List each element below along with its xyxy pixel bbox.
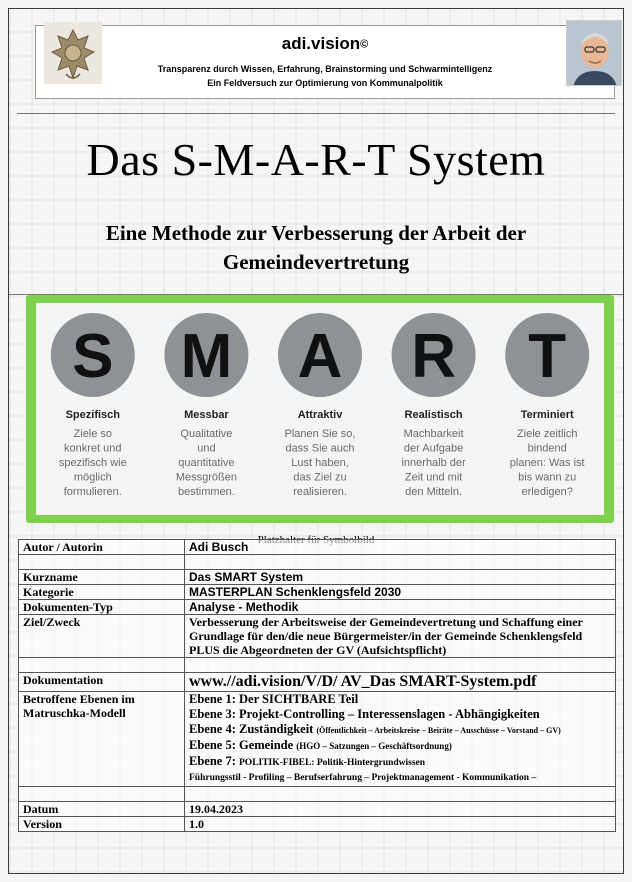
ebene-7-line2: Führungsstil - Profiling – Berufserfahrung – Projektmanagement - Kommunikation – xyxy=(189,773,537,783)
autor-label: Autor / Autorin xyxy=(19,540,185,555)
smart-description-line: und xyxy=(197,442,216,455)
smart-item-m xyxy=(164,313,248,498)
smart-description-line: Qualitative xyxy=(180,428,233,440)
smart-heading: Realistisch xyxy=(404,409,463,421)
kategorie-label: Kategorie xyxy=(19,585,185,600)
table-row xyxy=(19,802,616,817)
empty-cell xyxy=(185,787,616,802)
header-box xyxy=(35,25,615,99)
datum-label: Datum xyxy=(19,802,185,817)
smart-description-line: bestimmen. xyxy=(177,486,235,498)
smart-description-line: Zeit und mit xyxy=(404,471,463,484)
table-row xyxy=(19,585,616,600)
smart-letter: R xyxy=(411,322,456,391)
smart-graphic xyxy=(36,303,604,515)
ebenen-label: Betroffene Ebenen im Matruschka-Modell xyxy=(19,692,185,787)
zweck-value: Verbesserung der Arbeitsweise der Gemeindevertretung und Schaffung einer Grundlage für den/die neue Bürgermeister/in der Gemeinde Schenklengsfeld PLUS die Abgeordneten der GV (Aufsichtspflicht) xyxy=(185,615,616,658)
smart-description-line: Messgrößen xyxy=(175,471,237,484)
header-tagline: Transparenz durch Wissen, Erfahrung, Brainstorming und Schwarmintelligenz xyxy=(157,64,493,74)
smart-heading: Attraktiv xyxy=(297,409,343,421)
zweck-label: Ziel/Zweck xyxy=(19,615,185,658)
smart-description-line: dass Sie auch xyxy=(285,442,355,455)
table-row xyxy=(19,817,616,832)
smart-heading: Messbar xyxy=(184,409,229,421)
empty-cell xyxy=(185,555,616,570)
empty-cell xyxy=(19,658,185,673)
table-row xyxy=(19,600,616,615)
smart-description-line: innerhalb der xyxy=(401,457,466,469)
smart-description-line: das Ziel zu xyxy=(293,471,347,484)
document-metadata-table xyxy=(18,539,616,832)
smart-item-t xyxy=(505,313,589,498)
smart-letter: T xyxy=(528,322,567,391)
empty-cell xyxy=(185,658,616,673)
table-row xyxy=(19,570,616,585)
ebene-1: Ebene 1: Der SICHTBARE Teil xyxy=(189,692,359,706)
table-row xyxy=(19,658,616,673)
smart-description-line: formulieren. xyxy=(63,486,122,498)
smart-description-line: quantitative xyxy=(178,457,235,469)
ebenen-list xyxy=(185,692,616,787)
version-value: 1.0 xyxy=(185,817,616,832)
table-row xyxy=(19,692,616,787)
smart-heading: Spezifisch xyxy=(65,409,121,421)
smart-description-line: erledigen? xyxy=(521,486,573,498)
ebene-3: Ebene 3: Projekt-Controlling – Interessenslagen - Abhängigkeiten xyxy=(189,707,540,721)
table-row xyxy=(19,615,616,658)
smart-description-line: Planen Sie so, xyxy=(284,428,356,440)
smart-description-line: den Mitteln. xyxy=(405,486,463,498)
doku-link[interactable]: www.//adi.vision/V/D/ AV_Das SMART-System.pdf xyxy=(185,673,616,692)
table-row xyxy=(19,787,616,802)
ebene-5: Ebene 5: Gemeinde (HGO – Satzungen – Geschäftsordnung) xyxy=(189,738,452,752)
smart-letter: A xyxy=(297,322,343,391)
smart-description-line: möglich xyxy=(73,471,112,484)
smart-description-line: Machbarkeit xyxy=(403,428,464,440)
kurzname-value: Das SMART System xyxy=(185,570,616,585)
empty-cell xyxy=(19,555,185,570)
smart-item-r xyxy=(392,313,476,498)
kategorie-value: MASTERPLAN Schenklengsfeld 2030 xyxy=(185,585,616,600)
datum-value: 19.04.2023 xyxy=(185,802,616,817)
coat-of-arms-image xyxy=(44,22,102,84)
ebene-4: Ebene 4: Zuständigkeit (Öffentlichkeit – Arbeitskreise – Beiräte – Ausschüsse – Vorstand – GV) xyxy=(189,722,561,736)
smart-description-line: Lust haben, xyxy=(291,457,349,469)
smart-letter: M xyxy=(180,322,233,391)
table-row xyxy=(19,540,616,555)
version-label: Version xyxy=(19,817,185,832)
smart-description-line: konkret und xyxy=(64,442,122,455)
smart-letter: S xyxy=(72,322,114,391)
smart-heading: Terminiert xyxy=(520,409,574,421)
doku-label: Dokumentation xyxy=(19,673,185,692)
empty-cell xyxy=(19,787,185,802)
typ-value: Analyse - Methodik xyxy=(185,600,616,615)
ebene-7: Ebene 7: POLITIK-FIBEL: Politik-Hintergrundwissen xyxy=(189,754,426,768)
smart-description-line: bis wann zu xyxy=(518,471,577,484)
typ-label: Dokumenten-Typ xyxy=(19,600,185,615)
author-photo xyxy=(566,20,622,86)
document-title: Das S-M-A-R-T System xyxy=(86,134,546,185)
kurzname-label: Kurzname xyxy=(19,570,185,585)
table-row xyxy=(19,555,616,570)
autor-value: Adi Busch xyxy=(185,540,616,555)
smart-description-line: spezifisch wie xyxy=(58,457,127,469)
smart-description-line: der Aufgabe xyxy=(403,442,464,455)
smart-description-line: Ziele zeitlich xyxy=(516,428,578,440)
divider xyxy=(17,113,615,114)
smart-description-line: realisieren. xyxy=(293,486,347,498)
header-subline: Ein Feldversuch zur Optimierung von Kommunalpolitik xyxy=(207,78,443,88)
smart-item-s xyxy=(51,313,135,498)
brand-title: adi.vision© xyxy=(281,34,369,53)
smart-description-line: planen: Was ist xyxy=(509,457,585,469)
document-subtitle: Eine Methode zur Verbesserung der Arbeit der Gemeindevertretung xyxy=(105,221,527,274)
smart-symbol-image xyxy=(26,295,614,523)
smart-item-a xyxy=(278,313,362,498)
smart-description-line: bindend xyxy=(527,442,567,455)
table-row xyxy=(19,673,616,692)
smart-description-line: Ziele so xyxy=(73,428,113,440)
